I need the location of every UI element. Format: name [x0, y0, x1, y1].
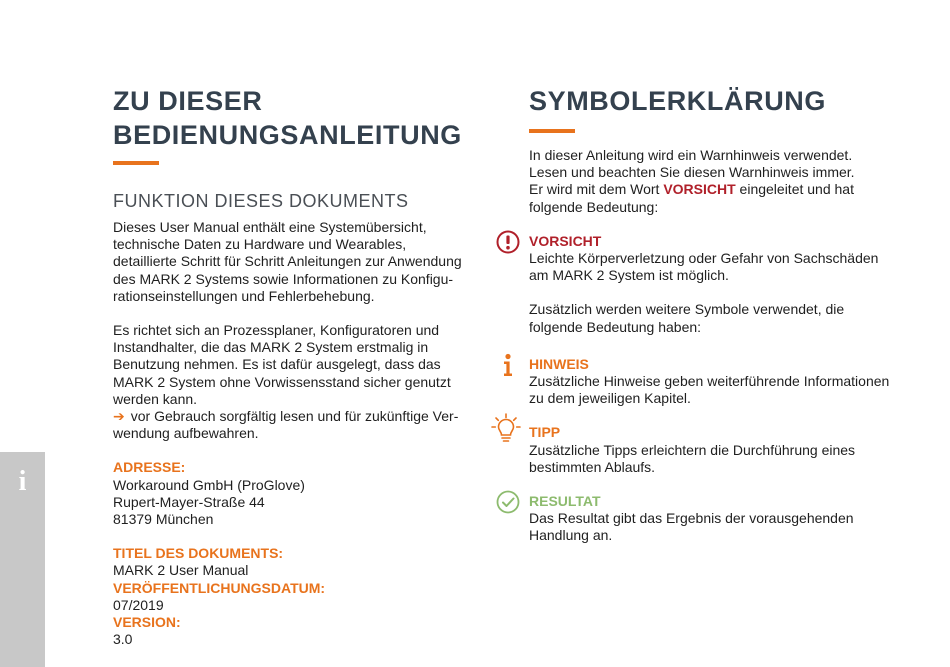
note-label: HINWEIS: [529, 355, 589, 372]
page-title-line1: ZU DIESER: [113, 86, 263, 116]
intro-paragraph: [113, 219, 478, 305]
caution-text: am MARK 2 System ist möglich.: [529, 267, 729, 284]
note-text: Zusätzliche Hinweise geben weiterführende Informationen: [529, 373, 890, 390]
doc-title-label: TITEL DES DOKUMENTS:: [113, 545, 284, 562]
para1-line: technische Daten zu Hardware und Wearables,: [113, 236, 407, 253]
more-line: Zusätzlich werden weitere Symbole verwendet, die: [529, 301, 845, 318]
address-line: Rupert-Mayer-Straße 44: [113, 493, 265, 510]
symbols-title-underline: [529, 129, 575, 133]
intro-line: folgende Bedeutung:: [529, 198, 659, 215]
version-label: VERSION:: [113, 614, 181, 631]
para2-line: MARK 2 System ohne Vorwissensstand sicher genutzt: [113, 373, 451, 390]
title-underline: [113, 161, 159, 165]
para1-line: Dieses User Manual enthält eine Systemübersicht,: [113, 219, 427, 235]
para2-line: werden kann.: [113, 390, 198, 407]
address-line: 81379 München: [113, 511, 214, 528]
intro-line: Er wird mit dem Wort: [529, 181, 664, 198]
caution-text: Leichte Körperverletzung oder Gefahr von Sachschäden: [529, 250, 879, 267]
info-icon: [495, 352, 521, 378]
left-column: [113, 84, 478, 648]
side-tab: [0, 452, 45, 667]
caution-label: VORSICHT: [529, 232, 602, 249]
page-title-line2: BEDIENUNGSANLEITUNG: [113, 120, 462, 150]
caution-block: [529, 233, 919, 285]
caution-keyword: VORSICHT: [663, 181, 736, 198]
address-block: [113, 459, 478, 528]
result-text: Handlung an.: [529, 527, 613, 544]
more-symbols-intro: [529, 301, 919, 335]
note-text: zu dem jeweiligen Kapitel.: [529, 390, 691, 407]
address-label: ADRESSE:: [113, 459, 186, 476]
tip-text: Zusätzliche Tipps erleichtern die Durchführung eines: [529, 441, 856, 458]
instruction-line: vor Gebrauch sorgfältig lesen und für zukünftige Ver-: [130, 408, 459, 425]
right-column: [529, 84, 919, 545]
intro-line: eingeleitet und hat: [735, 181, 854, 198]
para2-line: Instandhalter, die das MARK 2 System erstmalig in: [113, 339, 429, 356]
document-info-block: [113, 545, 478, 648]
tip-text: bestimmten Ablaufs.: [529, 458, 656, 475]
result-label: RESULTAT: [529, 493, 601, 510]
result-text: Das Resultat gibt das Ergebnis der vorausgehenden: [529, 510, 854, 527]
para2-line: Es richtet sich an Prozessplaner, Konfiguratoren und: [113, 322, 440, 339]
para1-line: des MARK 2 Systems sowie Informationen zu Konfigu-: [113, 270, 454, 287]
more-line: folgende Bedeutung haben:: [529, 318, 702, 335]
symbols-intro: [529, 147, 919, 216]
para1-line: rationseinstellungen und Fehlerbehebung.: [113, 287, 375, 304]
info-icon: i: [18, 466, 27, 497]
note-block: [529, 356, 919, 408]
arrow-right-icon: ➔: [113, 408, 125, 425]
lightbulb-icon: [489, 412, 523, 446]
tip-label: TIPP: [529, 424, 561, 441]
para1-line: detaillierte Schritt für Schritt Anleitungen zur Anwendung: [113, 253, 462, 270]
checkmark-circle-icon: [495, 489, 521, 515]
para2-line: Benutzung nehmen. Es ist dafür ausgelegt, dass das: [113, 356, 441, 373]
version-value: 3.0: [113, 631, 133, 648]
doc-title-value: MARK 2 User Manual: [113, 562, 249, 579]
exclamation-circle-icon: [495, 229, 521, 255]
instruction-line: wendung aufbewahren.: [113, 425, 259, 442]
pub-date-value: 07/2019: [113, 596, 164, 613]
symbols-title: SYMBOLERKLÄRUNG: [529, 86, 826, 116]
intro-line: Lesen und beachten Sie diesen Warnhinweis immer.: [529, 164, 855, 181]
page-title: [113, 84, 478, 152]
audience-paragraph: [113, 322, 478, 442]
tip-block: [529, 424, 919, 476]
section-subtitle: FUNKTION DIESES DOKUMENTS: [113, 191, 409, 211]
intro-line: In dieser Anleitung wird ein Warnhinweis verwendet.: [529, 147, 853, 163]
address-line: Workaround GmbH (ProGlove): [113, 476, 305, 493]
pub-date-label: VERÖFFENTLICHUNGSDATUM:: [113, 579, 326, 596]
result-block: [529, 493, 919, 545]
